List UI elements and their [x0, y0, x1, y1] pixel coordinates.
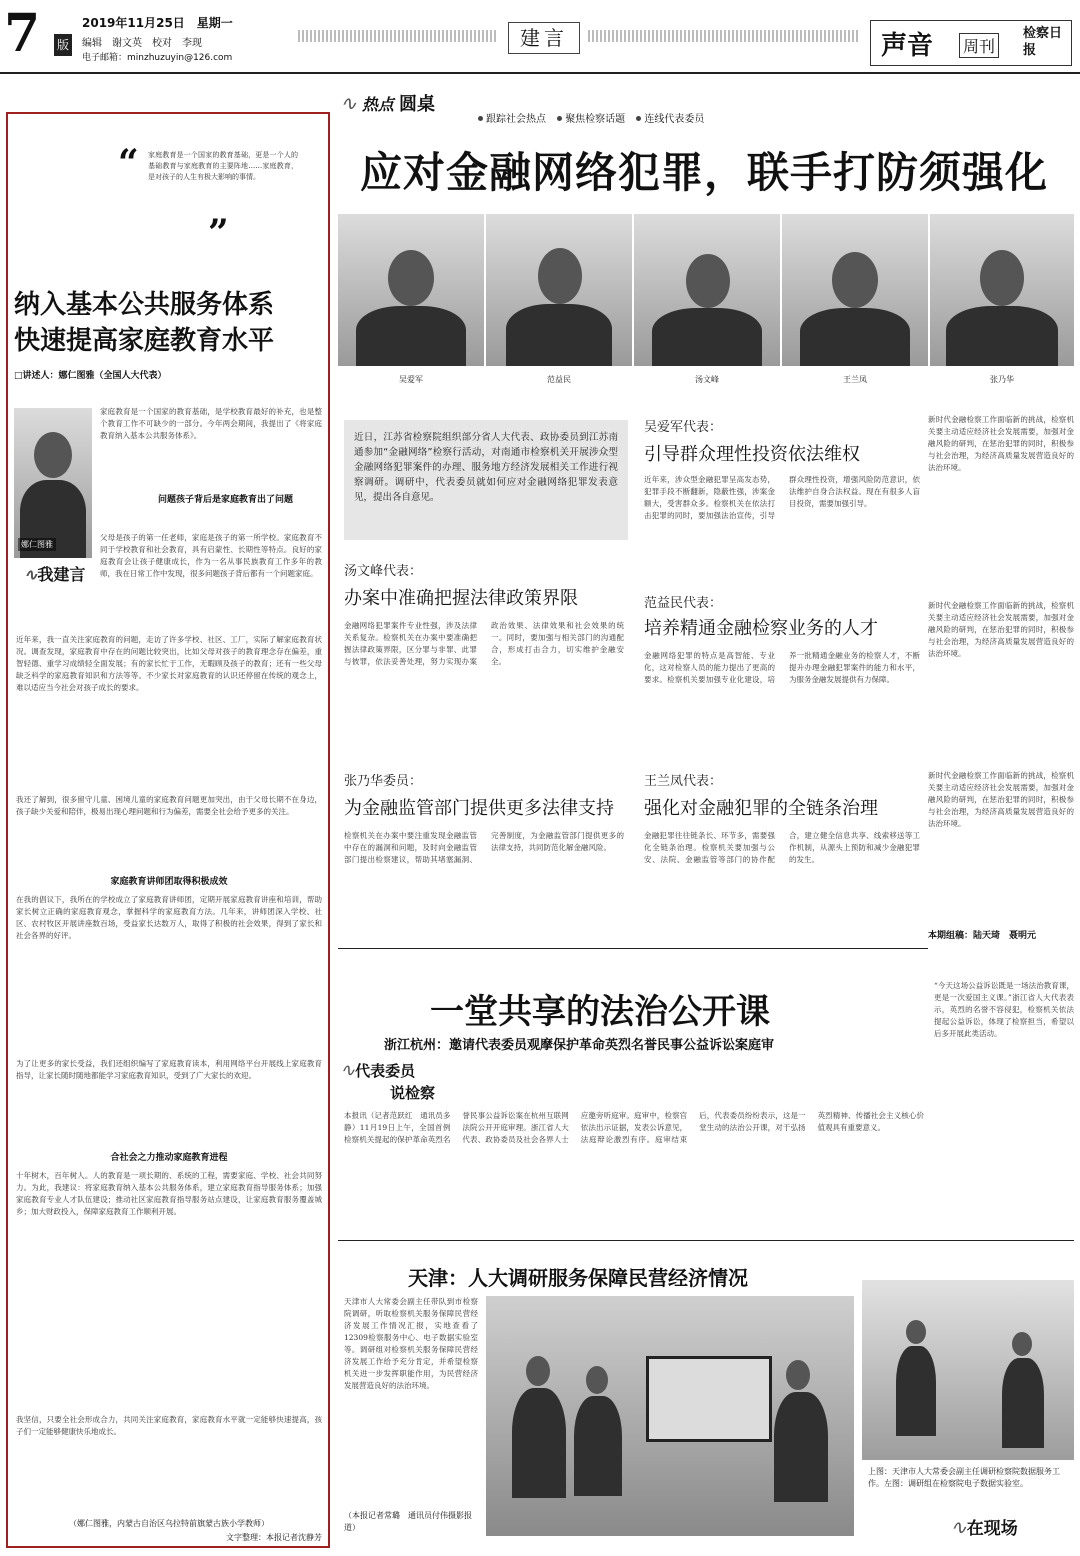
speaker1-text: 近年来，涉众型金融犯罪呈高发态势，犯罪手段不断翻新，隐蔽性强，涉案金额大，受害群众多。检察机关在依法打击犯罪的同时，要加强法治宣传，引导群众理性投资，增强风险防范意识，依法维护自身合法权益。现在有很多人盲目投资，需要加强引导。 [644, 475, 920, 520]
brand-logo: 检察日报 [1023, 26, 1063, 58]
para-2: 近年来，我一直关注家庭教育的问题，走访了许多学校、社区、工厂，实际了解家庭教育状况。调查发现，家庭教育中存在的问题比较突出，比如父母对孩子的教育理念存在偏差，重智轻德、重学习成绩轻全面发展；有的家长忙于工作，无暇顾及孩子的教育；还有一些父母缺乏科学的家庭教育知识和方法等等。不少家长对家庭教育的认识还停留在传统的观念上，难以适应当今社会对孩子成长的要求。 [16, 635, 322, 692]
roundtable-headline: 应对金融网络犯罪，联手打防须强化 [360, 148, 1049, 197]
openclass-text: 本报讯（记者范跃红 通讯员多静）11月19日上午，全国首例检察机关提起的保护革命英烈名誉民事公益诉讼案在杭州互联网法院公开开庭审理。浙江省人大代表、政协委员及社会各界人士应邀旁听庭审。庭审中，检察官依法出示证据，发表公诉意见，法庭辩论激烈有序。庭审结束后，代表委员纷纷表示，这是一堂生动的法治公开课，对于弘扬英烈精神、传播社会主义核心价值观具有重要意义。 [344, 1111, 924, 1144]
brand-sub: 周刊 [959, 33, 999, 58]
zaixianchang-label [950, 1514, 1018, 1539]
caption-wu: 吴爱军 [399, 375, 423, 384]
speaker5-heading: 强化对金融犯罪的全链条治理 [644, 798, 878, 819]
left-column [6, 112, 330, 1548]
speaker5-title: 王兰凤代表： [644, 774, 723, 789]
openclass-headline: 一堂共享的法治公开课 [430, 992, 770, 1032]
openclass-subhead: 浙江杭州：邀请代表委员观摩保护革命英烈名誉民事公益诉讼案庭审 [384, 1038, 775, 1053]
zaixianchang-text: 在现场 [966, 1519, 1018, 1539]
portraits-row [338, 214, 1074, 394]
section-label-text: 我建言 [37, 565, 86, 584]
caption-tang: 汤文峰 [695, 375, 719, 384]
editor-email: 电子邮箱：minzhuzuyin@126.com [82, 53, 233, 63]
openclass-label [340, 1060, 415, 1081]
speaker5-text: 金融犯罪往往链条长、环节多，需要强化全链条治理。检察机关要加强与公安、法院、金融监管等部门的协作配合，建立健全信息共享、线索移送等工作机制，从源头上预防和减少金融犯罪的发生。 [644, 831, 920, 864]
head [1012, 1332, 1032, 1356]
body [512, 1388, 566, 1498]
page-suffix: 版 [54, 34, 72, 56]
speaker2-heading: 办案中准确把握法律政策界限 [344, 588, 578, 609]
masthead-stripe-right [588, 30, 858, 42]
body [652, 308, 762, 366]
head [686, 254, 730, 308]
speaker4-title: 张乃华委员： [344, 774, 423, 789]
portrait-caption: 娜仁图雅 [18, 538, 56, 551]
tianjin-photo-caption: 上图：天津市人大常委会副主任调研检察院数据服务工作。左图：调研组在检察院电子数据实验室。 [868, 1467, 1060, 1488]
body [774, 1392, 828, 1502]
section-label-jianyan [24, 562, 85, 585]
masthead-stripe-left [298, 30, 498, 42]
speaker3-text: 金融网络犯罪的特点是高智能、专业化，这对检察人员的能力提出了更高的要求。检察机关要加强专业化建设，培养一批精通金融业务的检察人才，不断提升办理金融犯罪案件的能力和水平，为服务金融发展提供有力保障。 [644, 651, 920, 684]
head [786, 1360, 810, 1390]
head [526, 1356, 550, 1386]
roundtable-tags [470, 110, 704, 125]
speaker1-title: 吴爱军代表： [644, 420, 723, 435]
para-7: 我坚信，只要全社会形成合力，共同关注家庭教育，家庭教育水平就一定能够快速提高，孩子们一定能够健康快乐地成长。 [16, 1415, 322, 1436]
subhead-problem: 问题孩子背后是家庭教育出了问题 [158, 495, 294, 505]
head [980, 250, 1024, 306]
subhead-society: 合社会之力推动家庭教育进程 [110, 1153, 228, 1163]
body [896, 1346, 936, 1436]
roundtable-label-prefix: 热点 [361, 95, 394, 114]
head [586, 1366, 608, 1394]
quote-open-mark: “ [118, 142, 139, 184]
left-footer-credit: 文字整理：本报记者沈静芳 [226, 1533, 322, 1542]
caption-zhang: 张乃华 [990, 375, 1014, 384]
roundtable-intro: 近日，江苏省检察院组织部分省人大代表、政协委员到江苏南通参加“金融网络”检察行活动，对南通市检察机关开展涉众型金融网络犯罪案件的办理、服务地方经济发展相关工作进行视察调研。调研中，代表委员就如何应对金融网络犯罪发表意见，提出各自意见。 [354, 432, 618, 503]
body [946, 306, 1058, 366]
tag-bullet [478, 116, 483, 121]
roundtable-label-main: 圆桌 [398, 94, 435, 115]
para-6: 十年树木，百年树人。人的教育是一项长期的、系统的工程，需要家庭、学校、社会共同努力。为此，我建议：将家庭教育纳入基本公共服务体系，建立家庭教育指导服务体系；加强家庭教育专业人才队伍建设；推动社区家庭教育指导服务站点建设，让家庭教育服务覆盖城乡；加大财政投入，保障家庭教育工作顺利开展。 [16, 1171, 322, 1216]
head [388, 250, 434, 306]
tag-2: 聚焦检察话题 [565, 114, 626, 125]
page-number: 7 [4, 3, 41, 64]
left-footer-author: （娜仁图雅，内蒙古自治区乌拉特前旗蒙古族小学教师） [69, 1519, 269, 1528]
intro-text: 家庭教育是一个国家的教育基础，是学校教育最好的补充，也是整个教育工作不可缺少的一部分。今年两会期间，我提出了《将家庭教育纳入基本公共服务体系》。 [100, 407, 322, 440]
left-byline: □讲述人：娜仁图雅（全国人大代表） [14, 371, 167, 381]
openclass-side-text: “今天这场公益诉讼既是一场法治教育课，更是一次爱国主义课。”浙江省人大代表表示，英烈的名誉不容侵犯，检察机关依法提起公益诉讼，体现了检察担当，希望以后多开展此类活动。 [934, 981, 1074, 1038]
body [574, 1396, 622, 1496]
brand-name: 声音 [881, 31, 934, 61]
tag-bullet [636, 116, 641, 121]
tag-bullet [557, 116, 562, 121]
tianjin-text: 天津市人大常委会副主任带队到市检察院调研，听取检察机关服务保障民营经济发展工作情况汇报，实地查看了12309检察服务中心、电子数据实验室等。调研组对检察机关服务保障民营经济发展工作给予充分肯定，并希望检察机关进一步发挥职能作用，为民营经济发展营造良好的法治环境。 [344, 1297, 478, 1390]
masthead-rule [0, 72, 1080, 74]
roundtable-bottom-rule [338, 948, 928, 949]
tianjin-headline: 天津：人大调研服务保障民营经济情况 [408, 1266, 748, 1290]
roundtable-label [340, 90, 435, 116]
tianjin-photo-right [862, 1280, 1074, 1460]
tag-1: 跟踪社会热点 [486, 114, 546, 125]
body [356, 306, 466, 366]
left-title-line1: 纳入基本公共服务体系 [14, 290, 275, 320]
caption-fan: 范益民 [547, 375, 571, 384]
portrait-wang [782, 214, 928, 366]
editor-line: 编辑 谢文英 校对 李现 [82, 38, 202, 49]
subhead-lecturers: 家庭教育讲师团取得积极成效 [110, 877, 228, 887]
head [538, 248, 582, 304]
quote-close-mark: ” [208, 212, 229, 254]
tianjin-photo-left [486, 1296, 854, 1536]
side-column-text-3: 新时代金融检察工作面临新的挑战，检察机关要主动适应经济社会发展需要，加强对金融风险的研判，在惩治犯罪的同时，积极参与社会治理，为经济高质量发展营造良好的法治环境。 [928, 771, 1074, 828]
issue-date: 2019年11月25日 星期一 [82, 16, 233, 30]
head [906, 1320, 926, 1344]
speaker3-title: 范益民代表： [644, 596, 723, 611]
openclass-label-sub: 说检察 [390, 1084, 436, 1102]
para-3: 我还了解到，很多留守儿童、困境儿童的家庭教育问题更加突出，由于父母长期不在身边，孩子缺少关爱和陪伴，极易出现心理问题和行为偏差，需要全社会给予更多的关注。 [16, 795, 322, 816]
portrait-wu [338, 214, 484, 366]
roundtable-intro-box [344, 420, 628, 540]
body [506, 304, 612, 366]
speaker4-heading: 为金融监管部门提供更多法律支持 [344, 798, 614, 819]
label-wave-icon: ∿ [340, 1060, 356, 1081]
para-4: 在我的倡议下，我所在的学校成立了家庭教育讲师团，定期开展家庭教育讲座和培训，帮助家长树立正确的家庭教育观念，掌握科学的家庭教育方法。几年来，讲师团深入学校、社区、农村牧区开展讲座数百场，受益家长达数万人，取得了积极的社会效果，得到了家长和社会各界的好评。 [16, 895, 322, 940]
portrait-photo [14, 408, 92, 558]
tag-3: 连线代表委员 [644, 114, 705, 125]
para-5: 为了让更多的家长受益，我们还组织编写了家庭教育读本，利用网络平台开展线上家庭教育指导，让家长随时随地都能学习家庭教育知识，受到了广大家长的欢迎。 [16, 1059, 322, 1080]
speaker1-heading: 引导群众理性投资依法维权 [644, 444, 860, 465]
portrait-fan [486, 214, 632, 366]
left-title-line2: 快速提高家庭教育水平 [14, 326, 275, 356]
portrait-zhang [930, 214, 1074, 366]
brand-block [870, 20, 1072, 66]
pull-quote: 家庭教育是一个国家的教育基础，更是一个人的基础教育与家庭教育的主要阵地……家庭教育，是对孩子的人生有极大影响的事情。 [148, 151, 298, 181]
para-1: 父母是孩子的第一任老师，家庭是孩子的第一所学校。家庭教育不同于学校教育和社会教育，具有启蒙性、长期性等特点。良好的家庭教育会让孩子健康成长，作为一名从事民族教育工作多年的教师，我在日常工作中发现，很多问题孩子背后都有一个问题家庭。 [100, 533, 322, 578]
roundtable-team: 本期组稿：陆天琦 聂明元 [928, 931, 1037, 941]
head [832, 252, 878, 308]
body [800, 308, 910, 366]
speaker2-title: 汤文峰代表： [344, 564, 423, 579]
side-column-text: 新时代金融检察工作面临新的挑战，检察机关要主动适应经济社会发展需要，加强对金融风险的研判，在惩治犯罪的同时，积极参与社会治理，为经济高质量发展营造良好的法治环境。 [928, 415, 1074, 472]
openclass-bottom-rule [338, 1240, 1074, 1241]
masthead [0, 0, 1080, 72]
section-tag: 建言 [508, 22, 580, 54]
label-wave-icon: ∿ [340, 91, 357, 115]
monitor-screen [646, 1356, 772, 1442]
tianjin-footer: （本报记者常璐 通讯员付伟摄影报道） [344, 1511, 472, 1532]
speaker3-heading: 培养精通金融检察业务的人才 [644, 618, 878, 639]
label-wave-icon: ∿ [24, 565, 38, 584]
openclass-label-main: 代表委员 [355, 1062, 416, 1080]
speaker4-text: 检察机关在办案中要注重发现金融监管中存在的漏洞和问题，及时向金融监管部门提出检察建议，帮助其堵塞漏洞、完善制度，为金融监管部门提供更多的法律支持，共同防范化解金融风险。 [344, 831, 624, 864]
label-wave-icon: ∿ [950, 1515, 967, 1539]
caption-wang: 王兰凤 [843, 375, 867, 384]
portrait-tang [634, 214, 780, 366]
portrait-head [34, 432, 72, 478]
side-column-text-2: 新时代金融检察工作面临新的挑战，检察机关要主动适应经济社会发展需要，加强对金融风险的研判，在惩治犯罪的同时，积极参与社会治理，为经济高质量发展营造良好的法治环境。 [928, 601, 1074, 658]
body [1002, 1358, 1044, 1448]
speaker2-text: 金融网络犯罪案件专业性强，涉及法律关系复杂。检察机关在办案中要准确把握法律政策界限，区分罪与非罪、此罪与彼罪，依法妥善处理，努力实现办案政治效果、法律效果和社会效果的统一。同时，要加强与相关部门的沟通配合，形成打击合力，切实维护金融安全。 [344, 621, 624, 666]
